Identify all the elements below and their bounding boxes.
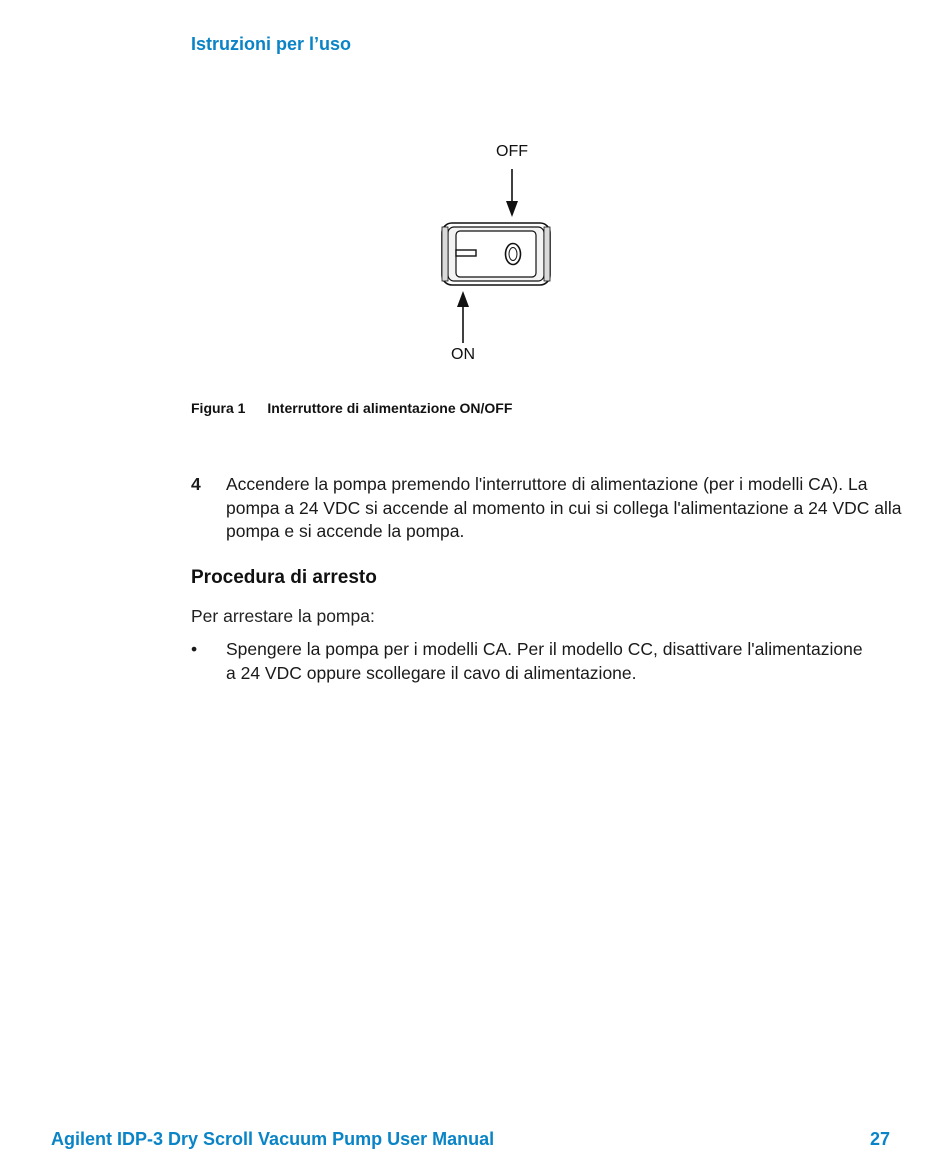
list-item-text: Spengere la pompa per i modelli CA. Per il modello CC, disattivare l'alimentazione a 24 VDC oppure scollegare il cavo di alimentazione. xyxy=(226,639,863,683)
rocker-switch-illustration xyxy=(420,135,610,375)
power-switch-figure xyxy=(420,135,610,375)
figure-number: Figura 1 xyxy=(191,400,246,416)
figure-caption xyxy=(191,400,512,416)
running-header-title: Istruzioni per l’uso xyxy=(191,34,352,54)
on-label: ON xyxy=(451,346,475,363)
off-label: OFF xyxy=(496,143,528,160)
footer-title: Agilent IDP-3 Dry Scroll Vacuum Pump User Manual xyxy=(51,1129,495,1149)
step-number: 4 xyxy=(191,474,201,494)
figure-caption-text: Interruttore di alimentazione ON/OFF xyxy=(267,400,513,416)
section-heading: Procedura di arresto xyxy=(191,567,377,588)
bullet-icon: • xyxy=(191,639,198,659)
section-intro: Per arrestare la pompa: xyxy=(191,606,375,626)
step-text: Accendere la pompa premendo l'interruttore di alimentazione (per i modelli CA). La pompa a 24 VDC si accende al momento in cui si collega l'alimentazione a 24 VDC alla pompa e si accende la pompa. xyxy=(226,474,902,541)
page-number: 27 xyxy=(869,1129,890,1149)
